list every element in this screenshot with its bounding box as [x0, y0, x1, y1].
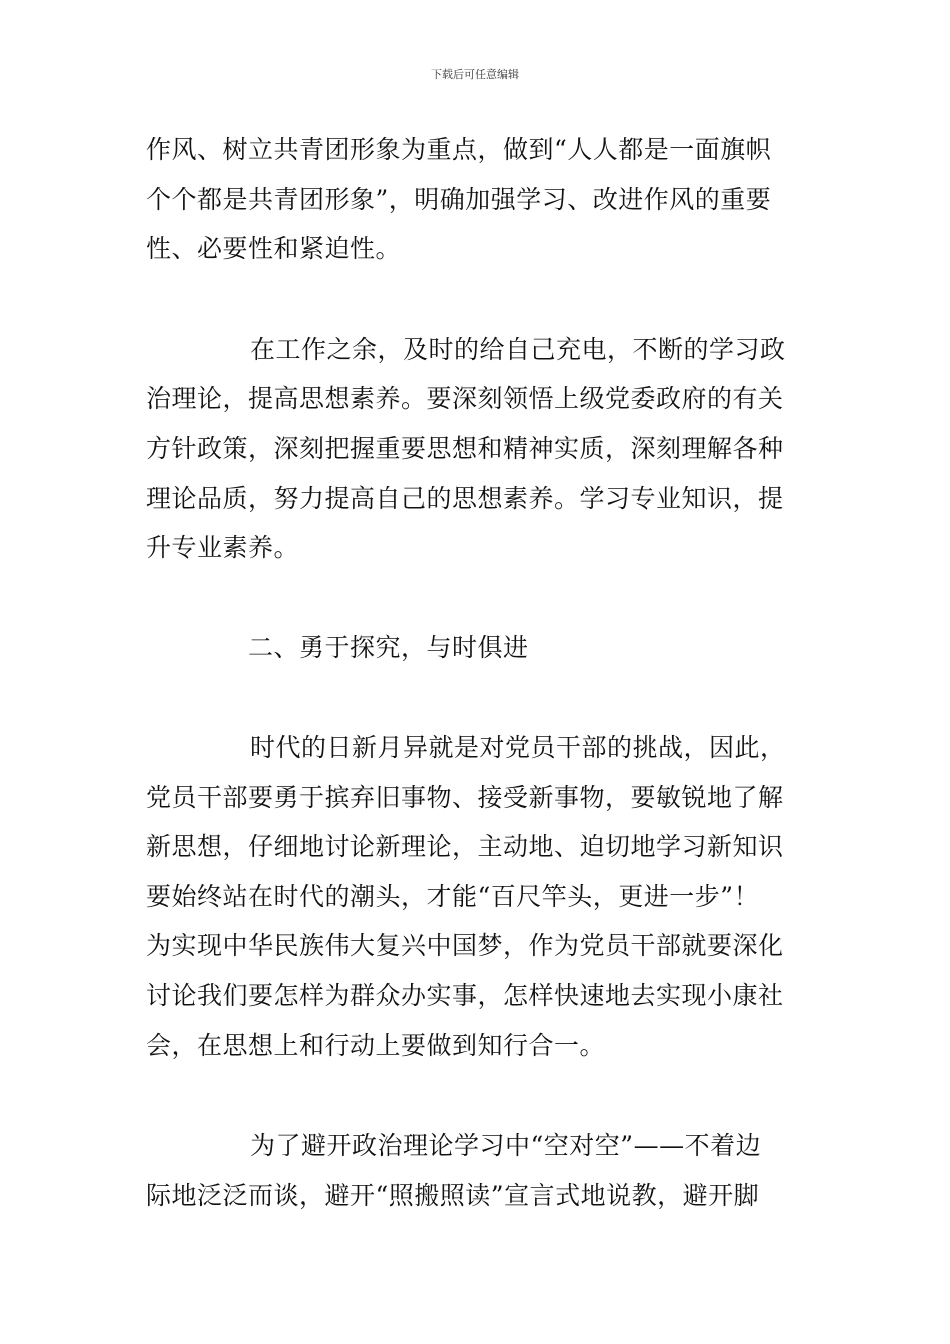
text-line: 时代的日新月异就是对党员干部的挑战，因此， — [250, 733, 786, 762]
text-line: 升专业素养。 — [146, 533, 300, 562]
text-line: 为实现中华民族伟大复兴中国梦，作为党员干部就要深化 — [146, 931, 784, 960]
text-line: 方针政策，深刻把握重要思想和精神实质，深刻理解各种 — [146, 434, 784, 463]
text-line: 理论品质，努力提高自己的思想素养。学习专业知识，提 — [146, 484, 784, 513]
section-heading: 二、勇于探究，与时俱进 — [248, 633, 529, 662]
text-line: 在工作之余，及时的给自己充电，不断的学习政 — [250, 335, 786, 364]
text-line: 作风、树立共青团形象为重点，做到“人人都是一面旗帜 — [146, 135, 772, 164]
text-line: 讨论我们要怎样为群众办实事，怎样快速地去实现小康社 — [146, 981, 784, 1010]
text-line: 要始终站在时代的潮头，才能“百尺竿头，更进一步”！ — [146, 882, 760, 911]
text-line: 性、必要性和紧迫性。 — [146, 234, 402, 263]
text-line: 际地泛泛而谈，避开“照搬照读”宣言式地说教，避开脚 — [146, 1181, 760, 1210]
text-line: 会，在思想上和行动上要做到知行合一。 — [146, 1031, 606, 1060]
text-line: 治理论，提高思想素养。要深刻领悟上级党委政府的有关 — [146, 384, 784, 413]
text-line: 个个都是共青团形象”，明确加强学习、改进作风的重要 — [146, 185, 772, 214]
page-header: 下载后可任意编辑 — [431, 68, 519, 81]
text-line: 为了避开政治理论学习中“空对空”——不着边 — [250, 1131, 762, 1160]
text-line: 新思想，仔细地讨论新理论，主动地、迫切地学习新知识 — [146, 832, 784, 861]
text-line: 党员干部要勇于摈弃旧事物、接受新事物，要敏锐地了解 — [146, 783, 784, 812]
